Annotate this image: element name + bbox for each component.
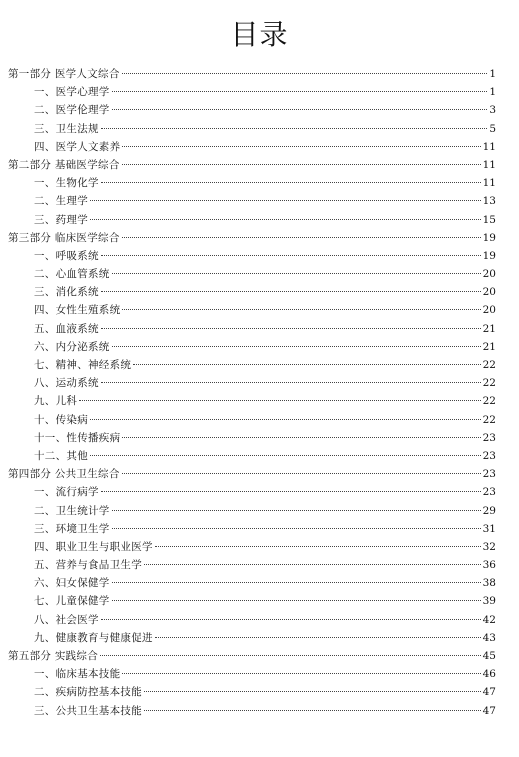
toc-page-number: 11 xyxy=(482,177,496,190)
toc-entry-label: 二、医学伦理学 xyxy=(34,104,110,117)
toc-chapter-entry[interactable] xyxy=(8,211,496,229)
toc-page-number: 39 xyxy=(482,595,496,608)
toc-entry-label: 三、公共卫生基本技能 xyxy=(34,704,142,717)
dot-leader xyxy=(90,200,481,201)
toc-page-number: 21 xyxy=(482,340,496,353)
dot-leader xyxy=(112,91,488,92)
toc-entry-label: 十二、其他 xyxy=(34,449,88,462)
toc-page-number: 47 xyxy=(482,686,496,699)
toc-entry-label: 第二部分 基础医学综合 xyxy=(8,158,120,171)
toc-chapter-entry[interactable] xyxy=(8,592,496,610)
toc-chapter-entry[interactable] xyxy=(8,429,496,447)
toc-entry-label: 八、运动系统 xyxy=(34,377,99,390)
toc-entry-label: 三、环境卫生学 xyxy=(34,522,110,535)
toc-entry-label: 四、职业卫生与职业医学 xyxy=(34,540,153,553)
table-of-contents xyxy=(8,65,496,720)
toc-page-number: 32 xyxy=(482,540,496,553)
toc-page-number: 22 xyxy=(482,413,496,426)
toc-section-entry[interactable] xyxy=(8,229,496,247)
toc-page-number: 23 xyxy=(482,486,496,499)
dot-leader xyxy=(122,437,480,438)
dot-leader xyxy=(101,328,481,329)
toc-entry-label: 五、血液系统 xyxy=(34,322,99,335)
toc-page-number: 23 xyxy=(482,431,496,444)
toc-entry-label: 二、疾病防控基本技能 xyxy=(34,686,142,699)
toc-chapter-entry[interactable] xyxy=(8,101,496,119)
dot-leader xyxy=(144,710,481,711)
dot-leader xyxy=(122,473,481,474)
toc-entry-label: 九、儿科 xyxy=(34,395,78,408)
dot-leader xyxy=(79,400,480,401)
dot-leader xyxy=(122,73,488,74)
toc-entry-label: 一、生物化学 xyxy=(34,177,99,190)
dot-leader xyxy=(101,619,481,620)
toc-chapter-entry[interactable] xyxy=(8,447,496,465)
toc-entry-label: 八、社会医学 xyxy=(34,613,99,626)
dot-leader xyxy=(112,109,488,110)
toc-page-number: 36 xyxy=(482,559,496,572)
toc-chapter-entry[interactable] xyxy=(8,611,496,629)
toc-page-number: 31 xyxy=(482,522,496,535)
dot-leader xyxy=(100,655,481,656)
toc-entry-label: 七、精神、神经系统 xyxy=(34,359,132,371)
toc-chapter-entry[interactable] xyxy=(8,411,496,429)
toc-chapter-entry[interactable] xyxy=(8,120,496,138)
toc-page-number: 45 xyxy=(482,650,496,662)
toc-page-number: 1 xyxy=(489,86,496,99)
dot-leader xyxy=(101,128,488,129)
toc-page-number: 38 xyxy=(482,577,496,590)
toc-page-number: 20 xyxy=(482,286,496,299)
toc-page-number: 11 xyxy=(482,158,496,171)
toc-section-entry[interactable] xyxy=(8,647,496,665)
toc-entry-label: 一、临床基本技能 xyxy=(34,668,121,681)
toc-chapter-entry[interactable] xyxy=(8,338,496,356)
toc-entry-label: 三、药理学 xyxy=(34,213,88,226)
toc-chapter-entry[interactable] xyxy=(8,502,496,520)
toc-entry-label: 六、内分泌系统 xyxy=(34,340,110,353)
dot-leader xyxy=(112,528,481,529)
page-title: 目录 xyxy=(230,18,289,51)
toc-entry-label: 一、流行病学 xyxy=(34,486,99,499)
toc-entry-label: 十一、性传播疾病 xyxy=(34,431,121,444)
toc-page-number: 47 xyxy=(482,704,496,717)
toc-entry-label: 二、心血管系统 xyxy=(34,268,110,281)
toc-chapter-entry[interactable] xyxy=(8,138,496,156)
dot-leader xyxy=(90,419,481,420)
toc-entry-label: 一、呼吸系统 xyxy=(34,249,99,262)
dot-leader xyxy=(101,382,481,383)
toc-chapter-entry[interactable] xyxy=(8,320,496,338)
dot-leader xyxy=(122,237,481,238)
toc-chapter-entry[interactable] xyxy=(8,356,496,374)
toc-chapter-entry[interactable] xyxy=(8,520,496,538)
toc-section-entry[interactable] xyxy=(8,465,496,483)
toc-page-number: 22 xyxy=(482,395,496,408)
toc-chapter-entry[interactable] xyxy=(8,574,496,592)
toc-chapter-entry[interactable] xyxy=(8,247,496,265)
dot-leader xyxy=(101,255,481,256)
toc-chapter-entry[interactable] xyxy=(8,83,496,101)
toc-chapter-entry[interactable] xyxy=(8,483,496,501)
toc-section-entry[interactable] xyxy=(8,156,496,174)
toc-chapter-entry[interactable] xyxy=(8,702,496,720)
toc-entry-label: 第四部分 公共卫生综合 xyxy=(8,468,120,481)
toc-chapter-entry[interactable] xyxy=(8,283,496,301)
toc-entry-label: 第三部分 临床医学综合 xyxy=(8,231,120,244)
dot-leader xyxy=(144,691,481,692)
toc-entry-label: 十、传染病 xyxy=(34,413,88,426)
toc-page-number: 43 xyxy=(482,631,496,644)
toc-chapter-entry[interactable] xyxy=(8,174,496,192)
toc-chapter-entry[interactable] xyxy=(8,192,496,210)
toc-entry-label: 七、儿童保健学 xyxy=(34,595,110,608)
dot-leader xyxy=(122,673,480,674)
toc-page-number: 13 xyxy=(482,195,496,208)
toc-page-number: 20 xyxy=(482,304,496,317)
toc-entry-label: 二、卫生统计学 xyxy=(34,504,110,517)
toc-entry-label: 第一部分 医学人文综合 xyxy=(8,68,120,80)
toc-chapter-entry[interactable] xyxy=(8,683,496,701)
toc-chapter-entry[interactable] xyxy=(8,556,496,574)
toc-page-number: 5 xyxy=(489,122,496,135)
toc-page-number: 3 xyxy=(489,104,496,117)
toc-section-entry[interactable] xyxy=(8,65,496,83)
toc-page-number: 22 xyxy=(482,377,496,390)
dot-leader xyxy=(112,346,481,347)
toc-chapter-entry[interactable] xyxy=(8,374,496,392)
toc-page-number: 19 xyxy=(482,231,496,244)
dot-leader xyxy=(155,637,481,638)
toc-page-number: 23 xyxy=(482,468,496,481)
toc-page-number: 15 xyxy=(482,213,496,226)
toc-page-number: 29 xyxy=(482,504,496,517)
toc-page-number: 11 xyxy=(482,140,496,153)
toc-page-number: 23 xyxy=(482,449,496,462)
toc-page-number: 21 xyxy=(482,322,496,335)
toc-entry-label: 三、卫生法规 xyxy=(34,122,99,135)
toc-page-number: 19 xyxy=(482,249,496,262)
dot-leader xyxy=(133,364,480,365)
toc-chapter-entry[interactable] xyxy=(8,665,496,683)
dot-leader xyxy=(112,600,481,601)
toc-chapter-entry[interactable] xyxy=(8,629,496,647)
toc-entry-label: 二、生理学 xyxy=(34,195,88,208)
toc-page-number: 20 xyxy=(482,268,496,281)
toc-entry-label: 五、营养与食品卫生学 xyxy=(34,559,142,572)
toc-page-number: 1 xyxy=(489,68,496,80)
dot-leader xyxy=(122,164,481,165)
dot-leader xyxy=(112,510,481,511)
toc-page-number: 46 xyxy=(482,668,496,681)
toc-entry-label: 第五部分 实践综合 xyxy=(8,650,99,662)
toc-entry-label: 四、医学人文素养 xyxy=(34,140,121,153)
toc-entry-label: 四、女性生殖系统 xyxy=(34,304,121,317)
toc-entry-label: 九、健康教育与健康促进 xyxy=(34,631,153,644)
dot-leader xyxy=(112,582,481,583)
toc-chapter-entry[interactable] xyxy=(8,301,496,319)
toc-chapter-entry[interactable] xyxy=(8,392,496,410)
toc-page-number: 22 xyxy=(482,359,496,371)
dot-leader xyxy=(101,291,481,292)
toc-entry-label: 六、妇女保健学 xyxy=(34,577,110,590)
toc-entry-label: 一、医学心理学 xyxy=(34,86,110,99)
dot-leader xyxy=(155,546,481,547)
dot-leader xyxy=(144,564,481,565)
toc-page-number: 42 xyxy=(482,613,496,626)
dot-leader xyxy=(90,455,481,456)
dot-leader xyxy=(101,491,481,492)
dot-leader xyxy=(112,273,481,274)
dot-leader xyxy=(122,309,480,310)
toc-entry-label: 三、消化系统 xyxy=(34,286,99,299)
dot-leader xyxy=(122,146,480,147)
dot-leader xyxy=(90,219,481,220)
toc-chapter-entry[interactable] xyxy=(8,538,496,556)
dot-leader xyxy=(101,182,481,183)
toc-chapter-entry[interactable] xyxy=(8,265,496,283)
